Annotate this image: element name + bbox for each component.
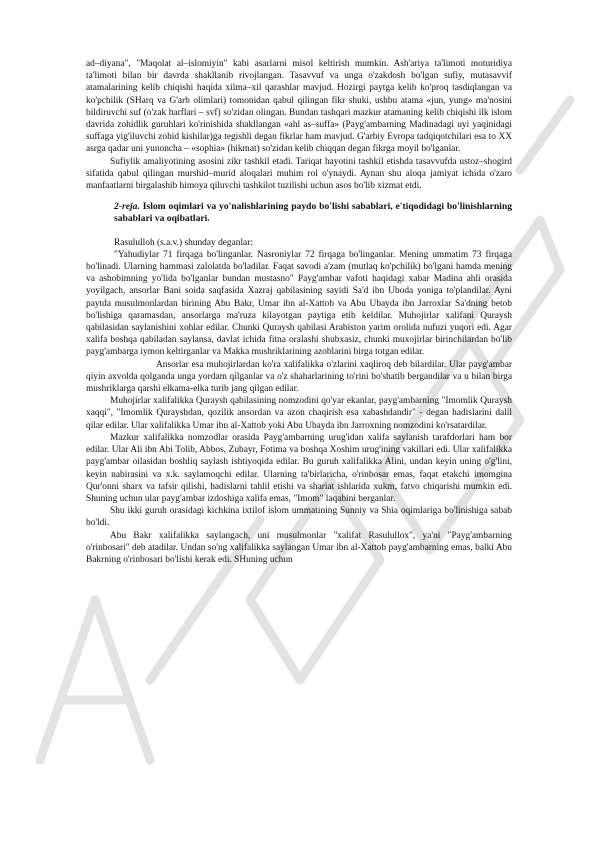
paragraph: Sufiylik amaliyotining asosini zikr tashkil etadi. Tariqat hayotini tashkil etishda tasavvufda ustoz–shogird sifatida qabul qilingan murshid–murid aloqalari muhim rol o'ynaydi. Aynan shu aloqa jamiyat ichida o'zaro manfaatlarni birgalashib himoya qiluvchi tashkilot tuzilishi uchun asos bo'lib xizmat etdi. xyxy=(86,156,512,192)
paragraph: Shu ikki guruh orasidagi kichkina ixtilof islom ummatining Sunniy va Shia oqimlariga bo'linishiga sabab bo'ldi. xyxy=(86,506,512,529)
paragraph: Muhojirlar xalifalikka Quraysh qabilasining nomzodini qo'yar ekanlar, payg'ambarning "Imomlik Quraysh xaqqi", "Imomlik Qurayshdan, qozilik ansordan va azon chaqirish esa xabashdandir" - degan hadislarini dalil qilar edilar. Ular xalifalikka Umar ibn al-Xattob yoki Abu Ubayda ibn Jarroxning nomzodini ko'rsatardilar. xyxy=(86,396,512,431)
paragraph: Rasululloh (s.a.v.) shunday deganlar: xyxy=(114,237,253,248)
document-page xyxy=(86,58,512,566)
section-number: 2-reja. xyxy=(114,201,140,213)
paragraph: Abu Bakr xalifalikka saylangach, uni musulmonlar "xalifat Rasulullox", ya'ni "Payg'ambarning o'rinbosari" deb atadilar. Undan so'ng xalifalikka saylangan Umar ibn al-Xattob payg'ambarning emas, balki Abu Bakrning o'rinbosari bo'lishi kerak edi. SHuning uchun xyxy=(86,530,512,565)
paragraph: Ansorlar esa muhojirlardan ko'ra xalifalikka o'zlarini xaqliroq deb bilardilar. Ular payg'ambar qiyin axvolda qolganda unga yordam qilganlar va o'z shaharlarining to'rini bo'shatib bergandilar va u bilan birga mushriklarga qarshi elkama-elka turib jang qilgan edilar. xyxy=(86,359,512,395)
section-heading-text: Islom oqimlari va yo'nalishlarining paydo bo'lishi sabablari, e'tiqodidagi bo'linishlarning sabablari va oqibatlari. xyxy=(114,201,512,225)
paragraph: ad–diyana", "Maqolat al–islomiyin" kabi asarlarni misol keltirish mumkin. Ash'ariya ta'limoti moturidiya ta'limoti bilan bir davrda shakllanib rivojlangan. Tasavvuf va unga o'zakdosh bo'lgan sufiy, mutasavvif atamalarining kelib chiqishi haqida xilma–xil qarashlar mavjud. Hozirgi paytga kelib ko'proq tasdiqlangan va ko'pchilik (SHarq va G'arb olimlari) tomonidan qabul qilingan fikr shuki, ushbu atama «jun, yung» ma'nosini bildiruvchi suf (o'zak harflari – svf) so'zidan olingan. Bundan tashqari mazkur atamaning kelib chiqishi ilk islom davrida zohidlik guruhlari ko'rinishida shakllangan «ahl as–suffa» (Payg'ambarning Madinadagi uyi yaqinidagi suffaga yig'iluvchi zohid kishilar)ga tegishli degan fikrlar ham mavjud. G'arbiy Evropa tadqiqotchilari esa to XX asrga qadar uni yunoncha – «sophia» (hikmat) so'zidan kelib chiqqan degan fikrga moyil bo'lganlar. xyxy=(86,59,512,155)
section-heading xyxy=(86,201,512,225)
paragraph: "Yahudiylar 71 firqaga bo'linganlar. Nasroniylar 72 firqaga bo'linganlar. Mening ummatim 73 firqaga bo'linadi. Ularning hammasi zalolatda bo'ladilar. Faqat savodi a'zam (mutlaq ko'pchilik) bo'lgani hamda mening va ashobimning yo'lida bo'lganlar bundan mustasno" Payg'ambar vafoti haqidagi xabar Madina ahli orasida yoyilgach, ansorlar Bani soida saqfasida Xazraj qabilasining sayidi Sa'd ibn Uboda yoniga to'plandilar. Ayni paytda musulmonlardan birining Abu Bakr, Umar ibn al-Xattob va Abu Ubayda ibn Jarroxlar Sa'dning betob bo'lishiga qaramasdan, ansorlarga ma'ruza kilayotgan paytiga etib keldilar. Muhojirlar xalifani Quraysh qabilasidan saylanishini xohlar edilar. Chunki Quraysh qabilasi Arabiston yarim orolida nufuzi yuqori edi. Agar xalifa boshqa qabiladan saylansa, davlat ichida fitna oralashi shubxasiz, chunki muxojirlar birinchilardan bo'lib payg'ambarga iymon keltirganlar va Makka mushriklarining azoblarini birga totgan edilar. xyxy=(86,249,512,358)
paragraph: Mazkur xalifalikka nomzodlar orasida Payg'ambarning urug'idan xalifa saylanish tarafdorlari ham bor edilar. Ular Ali ibn Abi Tolib, Abbos, Zubayr, Fotima va boshqa Xoshim urug'ining vakillari edi. Ular xalifalikka payg'ambar oilasidan boshliq saylash ishtiyoqida edilar. Bu guruh xalifalikka Alini, undan keyin uning o'g'lini, keyin nabirasini va x.k. saylamoqchi edilar. Ularning ta'birlaricha, o'rinbosar emas, faqat etakchi imomgina Qur'onni sharx va tafsir qilishi, hadislarni tahlil etishi va shariat ishlarida xukm, fatvo chiqarishi mumkin edi. Shuning uchun ular payg'ambar izdoshiga xalifa emas, "Imom" laqabini berganlar. xyxy=(86,432,512,504)
